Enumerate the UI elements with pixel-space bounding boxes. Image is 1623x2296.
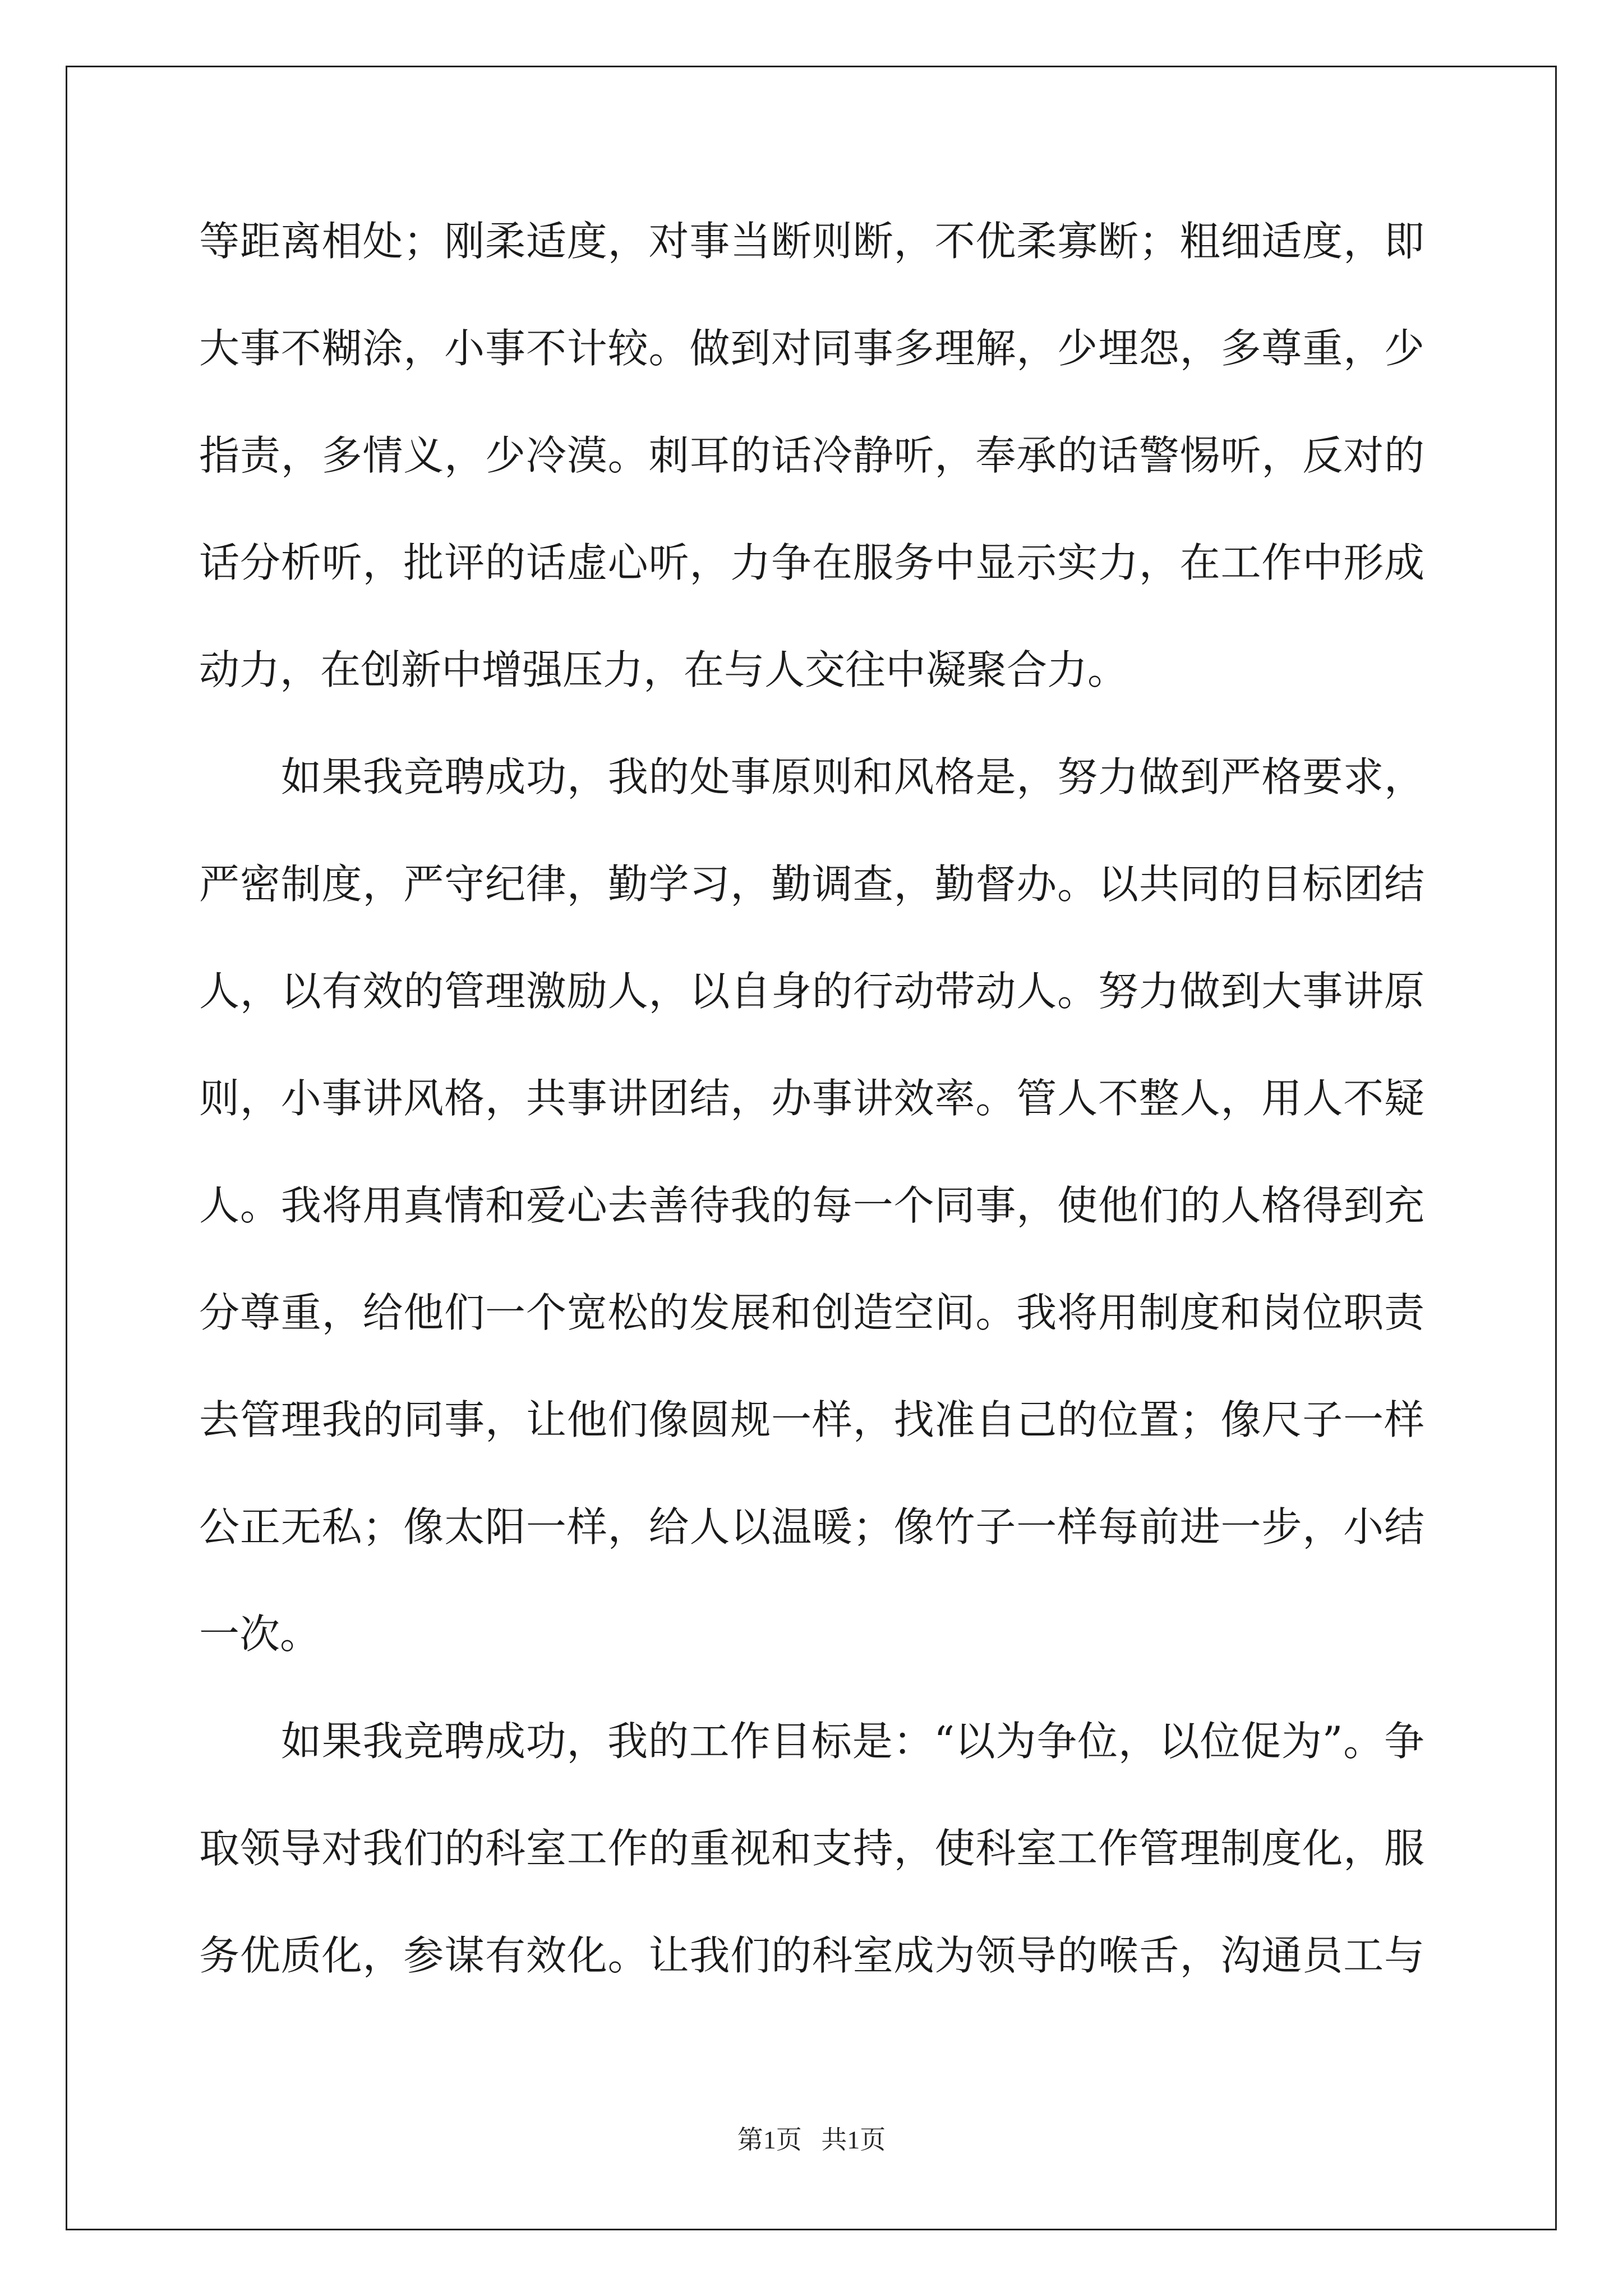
text-line: 务优质化，参谋有效化。让我们的科室成为领导的喉舌，沟通员工与 [199, 1932, 1424, 1979]
text-line: 去管理我的同事，让他们像圆规一样，找准自己的位置；像尺子一样 [199, 1396, 1424, 1443]
document-body [199, 210, 1424, 2032]
text-line: 公正无私；像太阳一样，给人以温暖；像竹子一样每前进一步，小结 [199, 1503, 1424, 1550]
text-line: 如果我竞聘成功，我的处事原则和风格是，努力做到严格要求， [281, 753, 1424, 800]
text-line: 指责，多情义，少冷漠。刺耳的话冷静听，奉承的话警惕听，反对的 [199, 432, 1424, 479]
text-line: 如果我竞聘成功，我的工作目标是：“以为争位，以位促为”。争 [281, 1718, 1424, 1765]
text-line: 严密制度，严守纪律，勤学习，勤调查，勤督办。以共同的目标团结 [199, 861, 1424, 908]
text-line: 大事不糊涂，小事不计较。做到对同事多理解，少埋怨，多尊重，少 [199, 325, 1424, 372]
text-line: 一次。 [199, 1611, 321, 1658]
text-line: 动力，在创新中增强压力，在与人交往中凝聚合力。 [199, 646, 1128, 693]
page-footer: 第1页 共1页 [737, 2125, 886, 2154]
text-line: 等距离相处；刚柔适度，对事当断则断，不优柔寡断；粗细适度，即 [199, 218, 1424, 265]
text-line: 人。我将用真情和爱心去善待我的每一个同事，使他们的人格得到充 [199, 1182, 1424, 1229]
text-line: 人，以有效的管理激励人，以自身的行动带动人。努力做到大事讲原 [199, 968, 1424, 1015]
text-line: 则，小事讲风格，共事讲团结，办事讲效率。管人不整人，用人不疑 [199, 1075, 1424, 1122]
text-line: 话分析听，批评的话虚心听，力争在服务中显示实力，在工作中形成 [199, 539, 1424, 586]
text-line: 取领导对我们的科室工作的重视和支持，使科室工作管理制度化，服 [199, 1825, 1424, 1872]
text-line: 分尊重，给他们一个宽松的发展和创造空间。我将用制度和岗位职责 [199, 1289, 1424, 1336]
